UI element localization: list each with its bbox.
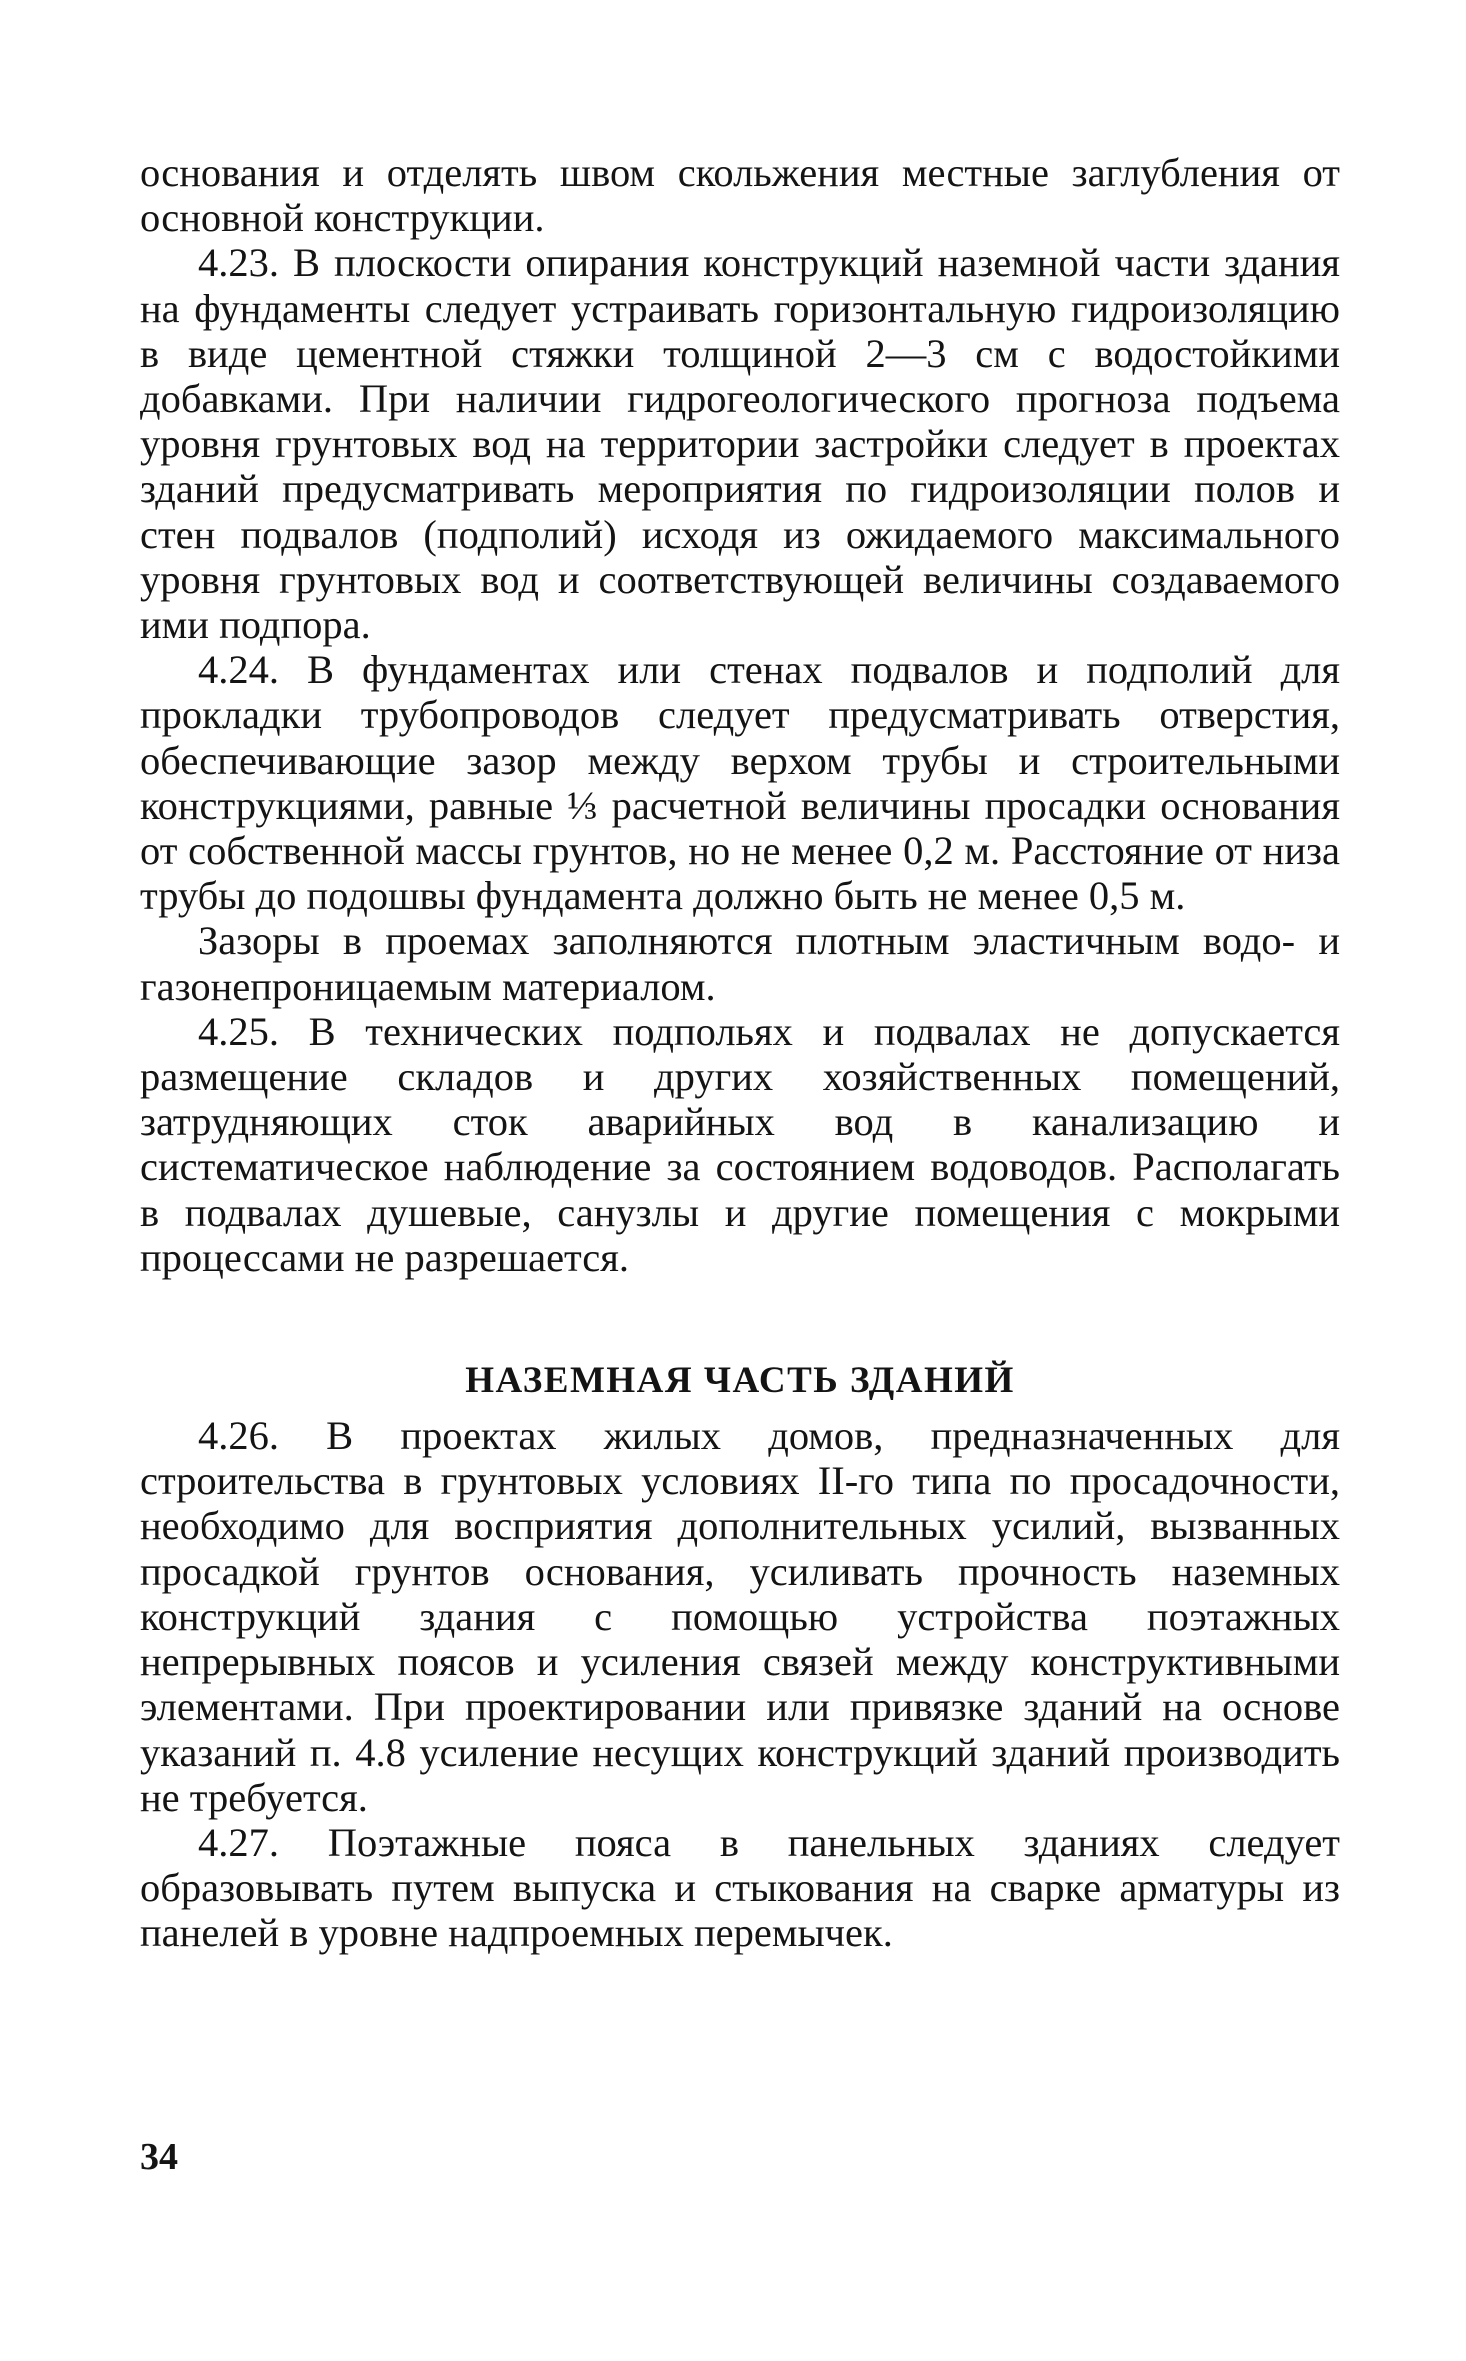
paragraph-text: В плоскости опирания конструкций наземной части здания на фундаменты следует устраивать горизонтальную гидроизоляцию в виде цементной стяжки толщиной 2—3 см с водостойкими добавками. При наличии гидрогеологического прогноза подъема уровня грунтовых вод на территории застройки следует в проектах зданий предусматривать мероприятия по гидроизоляции полов и стен подвалов (подполий) исходя из ожидаемого максимального уровня грунтовых вод и соответствующей величины создаваемого ими подпора. (140, 240, 1340, 648)
clause-number: 4.23. (198, 240, 279, 286)
paragraph-4-26 (140, 1413, 1340, 1820)
paragraph-text: В фундаментах или стенах подвалов и подполий для прокладки трубопроводов следует предусматривать отверстия, обеспечивающие зазор между верхом трубы и строительными конструкциями, равные ⅓ расчетной величины просадки основания от собственной массы грунтов, но не менее 0,2 м. Расстояние от низа трубы до подошвы фундамента должно быть не менее 0,5 м. (140, 647, 1341, 919)
paragraph-gaps (140, 918, 1340, 1008)
page-number: 34 (140, 2136, 178, 2178)
section-heading: НАЗЕМНАЯ ЧАСТЬ ЗДАНИЙ (465, 1360, 1015, 1402)
paragraph-text: основания и отделять швом скольжения местные заглубления от основной конструкции. (140, 150, 1340, 241)
paragraph-text: В проектах жилых домов, предназначенных для строительства в грунтовых условиях II-го типа по просадочности, необходимо для восприятия дополнительных усилий, вызванных просадкой грунтов основания, усиливать прочность наземных конструкций здания с помощью устройства поэтажных непрерывных поясов и усиления связей между конструктивными элементами. При проектировании или привязке зданий на основе указаний п. 4.8 усиление несущих конструкций зданий производить не требуется. (140, 1413, 1340, 1820)
paragraph-continuation (140, 150, 1340, 240)
paragraph-4-24 (140, 647, 1340, 918)
paragraph-4-25 (140, 1009, 1340, 1280)
clause-number: 4.24. (198, 647, 279, 693)
clause-number: 4.27. (198, 1819, 279, 1865)
paragraph-text: В технических подпольях и подвалах не допускается размещение складов и других хозяйственных помещений, затрудняющих сток аварийных вод в канализацию и систематическое наблюдение за состоянием водоводов. Располагать в подвалах душевые, санузлы и другие помещения с мокрыми процессами не разрешается. (140, 1008, 1341, 1280)
clause-number: 4.26. (198, 1413, 279, 1459)
document-page (140, 150, 1340, 1956)
paragraph-text: Зазоры в проемах заполняются плотным эластичным водо- и газонепроницаемым материалом. (140, 918, 1340, 1009)
paragraph-4-23 (140, 240, 1340, 647)
clause-number: 4.25. (198, 1008, 279, 1054)
paragraph-4-27 (140, 1820, 1340, 1956)
paragraph-text: Поэтажные пояса в панельных зданиях следует образовывать путем выпуска и стыкования на сварке арматуры из панелей в уровне надпроемных перемычек. (140, 1819, 1340, 1956)
